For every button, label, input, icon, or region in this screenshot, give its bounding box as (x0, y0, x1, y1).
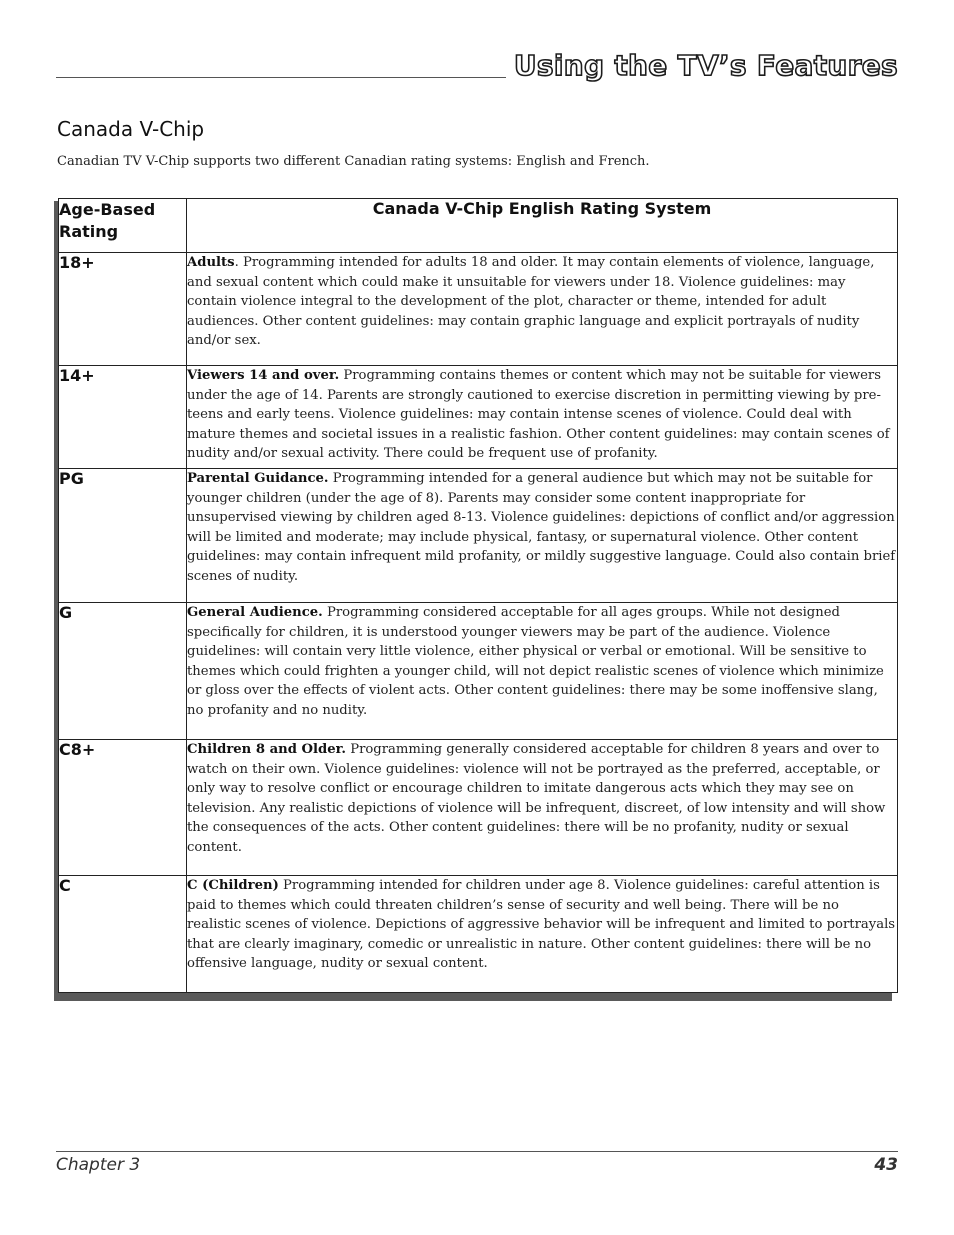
rating-description-text: Programming considered acceptable for all ages groups. While not designed specifically for children, it is understood younger viewers may be part of the audience. Violence guidelines: will contain very little violence, either physical or verbal or emotional. Will be sensitive to themes which could frighten a younger child, will not depict realistic scenes of violence which minimize or gloss over the effects of violent acts. Other content guidelines: there may be some inoffensive slang, no profanity and no nudity. (187, 605, 884, 718)
rating-code: 18+ (59, 253, 187, 366)
rating-description-lead: C (Children) (187, 878, 279, 893)
rating-description-text: Programming contains themes or content which may not be suitable for viewers under the age of 14. Parents are strongly cautioned to exercise discretion in permitting viewing by pre-teens and early teens. Violence guidelines: may contain intense scenes of violence. Could deal with mature themes and societal issues in a realistic fashion. Other content guidelines: may contain scenes of nudity and/or sexual activity. There could be frequent use of profanity. (187, 368, 890, 461)
rating-description-lead: Parental Guidance. (187, 471, 329, 486)
rating-description-lead: Viewers 14 and over. (187, 368, 340, 383)
page-header-title: Using the TV’s Features (506, 46, 898, 86)
table-row (59, 366, 898, 469)
table-row (59, 740, 898, 876)
table-row (59, 253, 898, 366)
rating-description-text: Programming intended for a general audience but which may not be suitable for younger children (under the age of 8). Parents may consider some content inappropriate for unsupervised viewing by children aged 8-13. Violence guidelines: depictions of conflict and/or aggression will be limited and moderate; may include physical, fantasy, or supernatural violence. Other content guidelines: may contain infrequent mild profanity, or mildly suggestive language. Could also contain brief scenes of nudity. (187, 471, 896, 584)
table-row (59, 469, 898, 603)
rating-code: C8+ (59, 740, 187, 876)
rating-description (187, 603, 898, 740)
rating-description-lead: Children 8 and Older. (187, 742, 346, 757)
rating-code: G (59, 603, 187, 740)
rating-description (187, 366, 898, 469)
table-header-row (59, 199, 898, 253)
rating-description (187, 469, 898, 603)
column-header-description: Canada V-Chip English Rating System (187, 199, 898, 253)
rating-code: C (59, 876, 187, 993)
footer-chapter: Chapter 3 (56, 1155, 141, 1175)
rating-description-text: Programming generally considered acceptable for children 8 years and over to watch on their own. Violence guidelines: violence will not be portrayed as the preferred, acceptable, or only way to resolve conflict or encourage children to imitate dangerous acts which they may see on television. Any realistic depictions of violence will be infrequent, discreet, of low intensity and will show the consequences of the acts. Other content guidelines: there will be no profanity, nudity or sexual content. (187, 742, 886, 855)
column-header-rating (59, 199, 187, 253)
column-header-rating-label: Age-Based Rating (59, 200, 156, 241)
rating-table-container (54, 198, 894, 1002)
rating-description-lead: Adults (187, 255, 235, 270)
rating-description-lead: General Audience. (187, 605, 323, 620)
rating-description-text: . Programming intended for adults 18 and older. It may contain elements of violence, language, and sexual content which could make it unsuitable for viewers under 18. Violence guidelines: may contain violence integral to the development of the plot, character or theme, intended for adult audiences. Other content guidelines: may contain graphic language and explicit portrayals of nudity and/or sex. (187, 255, 875, 348)
table-row (59, 876, 898, 993)
rating-table (58, 198, 898, 993)
table-row (59, 603, 898, 740)
section-title: Canada V-Chip (57, 117, 205, 141)
rating-description-text: Programming intended for children under age 8. Violence guidelines: careful attention is paid to themes which could threaten children’s sense of security and well being. There will be no realistic scenes of violence. Depictions of aggressive behavior will be infrequent and limited to portrayals that are clearly imaginary, comedic or unrealistic in nature. Other content guidelines: there will be no offensive language, nudity or sexual content. (187, 878, 896, 971)
footer-page-number: 43 (874, 1155, 898, 1175)
rating-code: PG (59, 469, 187, 603)
rating-description (187, 740, 898, 876)
rating-code: 14+ (59, 366, 187, 469)
rating-description (187, 253, 898, 366)
rating-description (187, 876, 898, 993)
footer-rule (56, 1151, 898, 1152)
section-intro: Canadian TV V-Chip supports two different Canadian rating systems: English and French. (57, 154, 650, 169)
